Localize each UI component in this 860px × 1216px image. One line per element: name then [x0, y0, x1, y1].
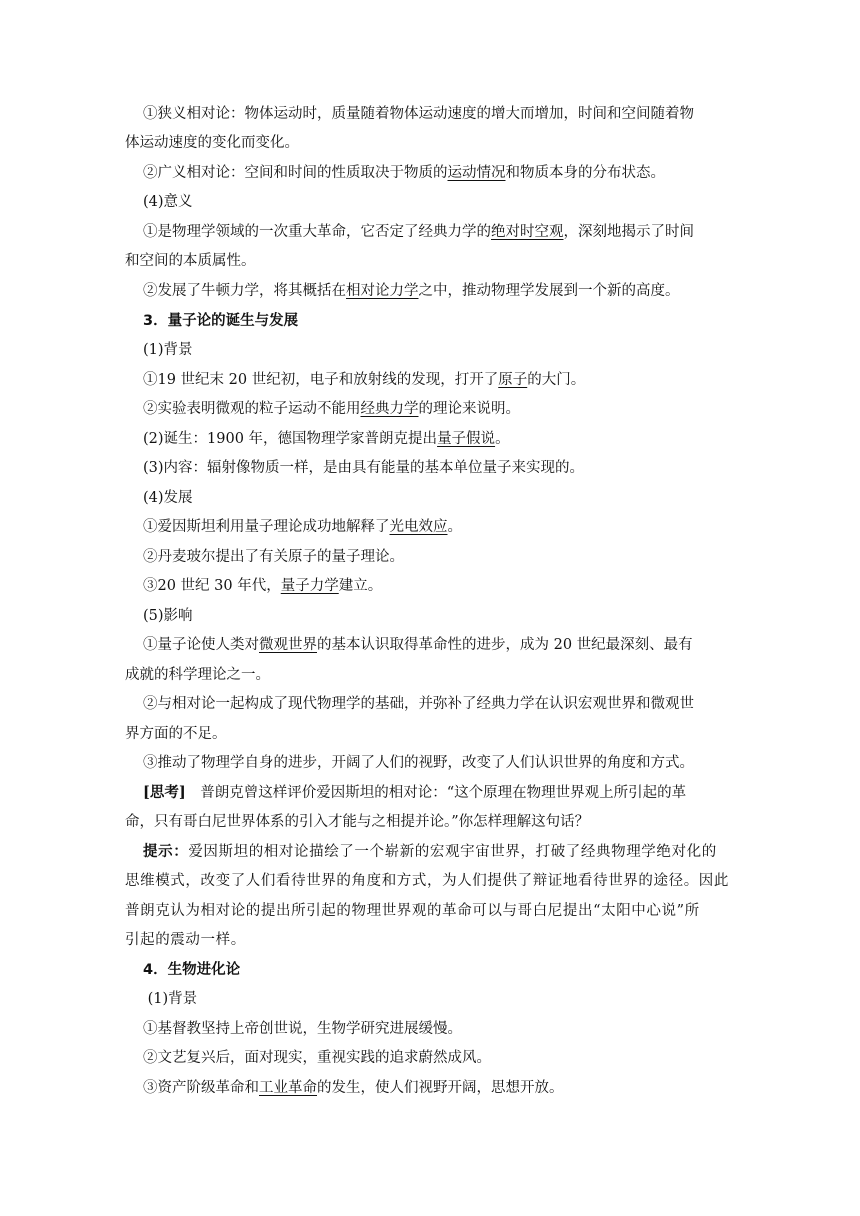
text-line: ②实验表明微观的粒子运动不能用经典力学的理论来说明。 [143, 401, 520, 417]
text-line: 体运动速度的变化而变化。 [125, 135, 299, 151]
text-line: ①19 世纪末 20 世纪初，电子和放射线的发现，打开了原子的大门。 [143, 372, 586, 388]
text-line: ①是物理学领域的一次重大革命，它否定了经典力学的绝对时空观，深刻地揭示了时间 [143, 224, 694, 240]
text-line: (4)发展 [143, 490, 193, 506]
section-heading: 3．量子论的诞生与发展 [143, 313, 299, 329]
underlined-term: 光电效应 [389, 519, 448, 535]
text-line: 引起的震动一样。 [125, 932, 246, 948]
text-line: ③资产阶级革命和工业革命的发生，使人们视野开阔，思想开放。 [143, 1080, 564, 1096]
text-line: ②丹麦玻尔提出了有关原子的量子理论。 [143, 549, 404, 565]
underlined-term: 相对论力学 [346, 283, 419, 299]
text-line: 成就的科学理论之一。 [125, 667, 270, 683]
think-label: [思考] [143, 784, 186, 801]
text-line: ①狭义相对论：物体运动时，质量随着物体运动速度的增大而增加，时间和空间随着物 [143, 106, 694, 122]
section-heading: 4．生物进化论 [143, 962, 241, 978]
text-line: 普朗克认为相对论的提出所引起的物理世界观的革命可以与哥白尼提出“太阳中心说”所 [125, 903, 700, 919]
text-line: ①爱因斯坦利用量子理论成功地解释了光电效应。 [143, 519, 462, 535]
text-line: 思维模式，改变了人们看待世界的角度和方式，为人们提供了辩证地看待世界的途径。因此 [125, 873, 729, 889]
text-line: ②与相对论一起构成了现代物理学的基础，并弥补了经典力学在认识宏观世界和微观世 [143, 696, 694, 712]
text-line: (5)影响 [143, 608, 193, 624]
underlined-term: 工业革命 [259, 1080, 317, 1096]
underlined-term: 经典力学 [360, 401, 419, 417]
text-line: ②广义相对论：空间和时间的性质取决于物质的运动情况和物质本身的分布状态。 [143, 165, 665, 181]
text-line: 界方面的不足。 [125, 726, 227, 742]
text-line: (4)意义 [143, 194, 193, 210]
text-line: (1)背景 [143, 991, 198, 1007]
text-line: ①基督教坚持上帝创世说，生物学研究进展缓慢。 [143, 1021, 462, 1037]
text-line: 和空间的本质属性。 [125, 253, 256, 269]
text-line: 命，只有哥白尼世界体系的引入才能与之相提并论。”你怎样理解这句话？ [125, 814, 590, 830]
underlined-term: 量子力学 [280, 578, 339, 594]
hint-answer: 提示：爱因斯坦的相对论描绘了一个崭新的宏观宇宙世界，打破了经典物理学绝对化的 [143, 844, 717, 860]
underlined-term: 量子假说 [437, 431, 496, 447]
text-line: ②文艺复兴后，面对现实，重视实践的追求蔚然成风。 [143, 1050, 491, 1066]
text-line: ②发展了牛顿力学，将其概括在相对论力学之中，推动物理学发展到一个新的高度。 [143, 283, 680, 299]
underlined-term: 绝对时空观 [491, 224, 564, 240]
underlined-term: 原子 [498, 372, 528, 388]
text-line: (2)诞生：1900 年，德国物理学家普朗克提出量子假说。 [143, 431, 510, 447]
text-line: (3)内容：辐射像物质一样，是由具有能量的基本单位量子来实现的。 [143, 460, 585, 476]
text-line: ③20 世纪 30 年代，量子力学建立。 [143, 578, 383, 594]
text-line: (1)背景 [143, 342, 193, 358]
text-line: ①量子论使人类对微观世界的基本认识取得革命性的进步，成为 20 世纪最深刻、最有 [143, 637, 693, 653]
text-line: ③推动了物理学自身的进步，开阔了人们的视野，改变了人们认识世界的角度和方式。 [143, 755, 694, 771]
underlined-term: 微观世界 [259, 637, 317, 653]
think-question: [思考] 普朗克曾这样评价爱因斯坦的相对论：“这个原理在物理世界观上所引起的革 [143, 784, 687, 801]
underlined-term: 运动情况 [447, 165, 506, 181]
hint-label: 提示： [143, 844, 189, 860]
